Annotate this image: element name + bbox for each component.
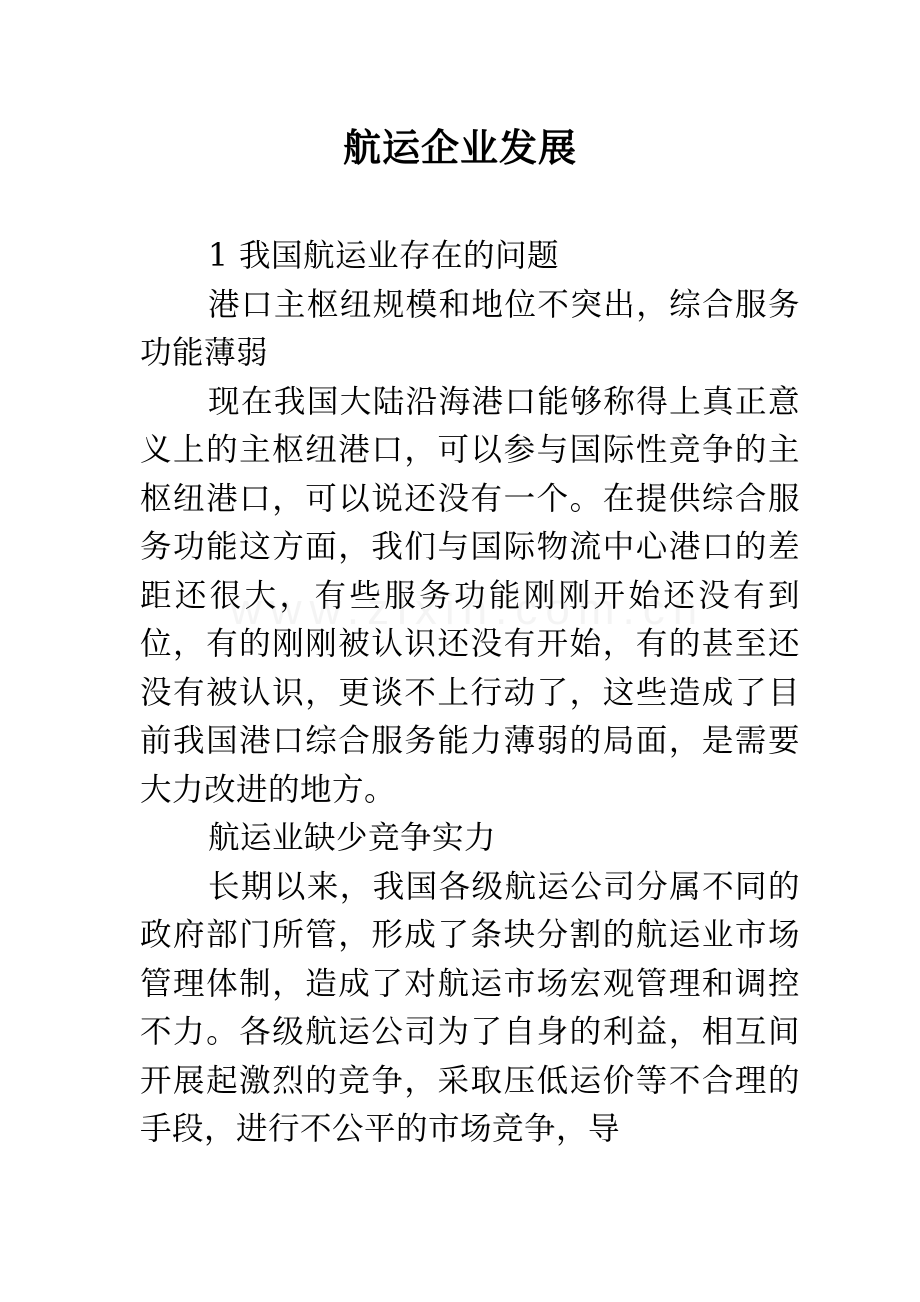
document-title: 航运企业发展 — [342, 125, 577, 170]
section-heading: 1 我国航运业存在的问题 — [208, 238, 560, 274]
body-paragraph: 长期以来，我国各级航运公司分属不同的政府部门所管，形成了条块分割的航运业市场管理体制，造成了对航运市场宏观管理和调控不力。各级航运公司为了自身的利益，相互间开展起激烈的竞争，采取压低运价等不合理的手段，进行不公平的市场竞争，导 — [140, 868, 800, 1147]
body-paragraph: 现在我国大陆沿海港口能够称得上真正意义上的主枢纽港口，可以参与国际性竞争的主枢纽港口，可以说还没有一个。在提供综合服务功能这方面，我们与国际物流中心港口的差距还很大，有些服务功能刚刚开始还没有到位，有的刚刚被认识还没有开始，有的甚至还没有被认识，更谈不上行动了，这些造成了目前我国港口综合服务能力薄弱的局面，是需要大力改进的地方。 — [140, 383, 800, 808]
subsection-heading: 港口主枢纽规模和地位不突出，综合服务功能薄弱 — [140, 286, 800, 371]
subsection-heading: 航运业缺少竞争实力 — [208, 820, 497, 856]
document-body — [140, 232, 800, 1154]
